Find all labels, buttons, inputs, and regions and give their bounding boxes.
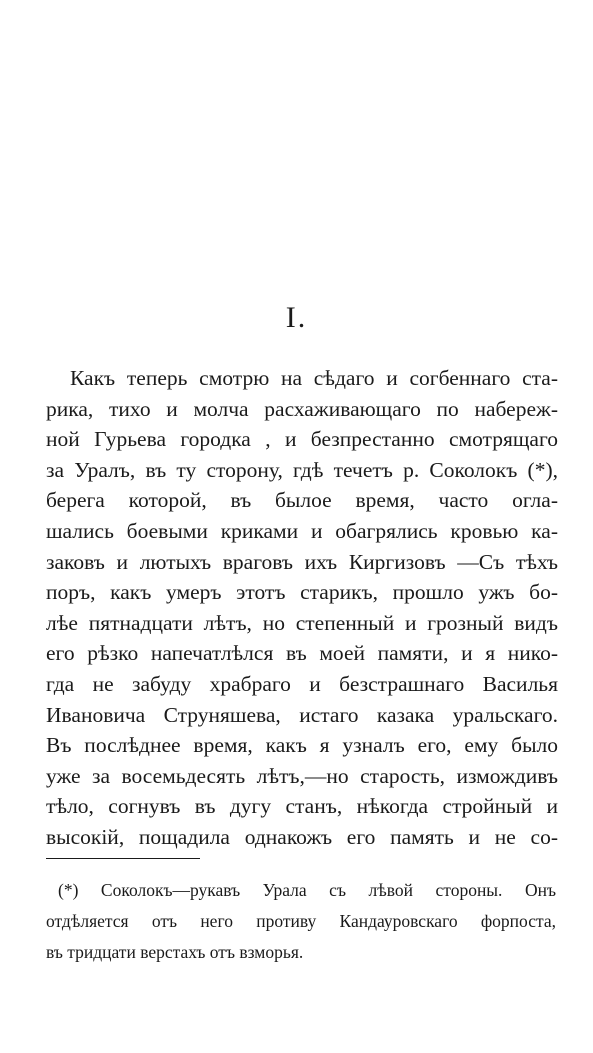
text-line: Ивановича Струняшева, истаго казака уральскаго.	[46, 702, 558, 727]
footnote-line: (*) Соколокъ—рукавъ Урала съ лѣвой стороны. Онъ	[58, 880, 556, 900]
text-line: заковъ и лютыхъ враговъ ихъ Киргизовъ —Съ тѣхъ	[46, 549, 558, 574]
text-line: тѣло, согнувъ въ дугу станъ, нѣкогда стройный и	[46, 794, 558, 819]
footnote	[46, 875, 556, 968]
footnote-line: отдѣляется отъ него противу Кандауровскаго форпоста,	[46, 911, 556, 931]
text-line: Какъ теперь смотрю на сѣдаго и согбеннаго ста-	[70, 366, 558, 390]
text-line: Въ послѣднее время, какъ я узналъ его, ему было	[46, 733, 558, 758]
text-line: высокій, пощадила однакожъ его память и не со-	[46, 824, 558, 849]
text-line: его рѣзко напечатлѣлся въ моей памяти, и я нико-	[46, 641, 558, 666]
chapter-body-text	[46, 363, 558, 853]
text-line: поръ, какъ умеръ этотъ старикъ, прошло ужъ бо-	[46, 580, 558, 605]
footnote-divider	[46, 858, 200, 859]
text-line: шались боевыми криками и обагрялись кровью ка-	[46, 518, 558, 543]
text-line: за Уралъ, въ ту сторону, гдѣ течетъ р. Соколокъ (*),	[46, 457, 558, 482]
text-line: уже за восемьдесять лѣтъ,—но старость, измождивъ	[46, 763, 558, 788]
text-line: ной Гурьева городка , и безпрестанно смотрящаго	[46, 427, 558, 452]
footnote-line: въ тридцати верстахъ отъ взморья.	[46, 942, 304, 962]
text-line: рика, тихо и молча расхаживающаго по набереж-	[46, 396, 558, 421]
text-line: лѣе пятнадцати лѣтъ, но степенный и грозный видъ	[46, 610, 558, 635]
text-line: гда не забуду храбраго и безстрашнаго Василья	[46, 671, 558, 696]
chapter-number: I.	[285, 301, 308, 334]
text-line: берега которой, въ былое время, часто огла-	[46, 488, 558, 513]
